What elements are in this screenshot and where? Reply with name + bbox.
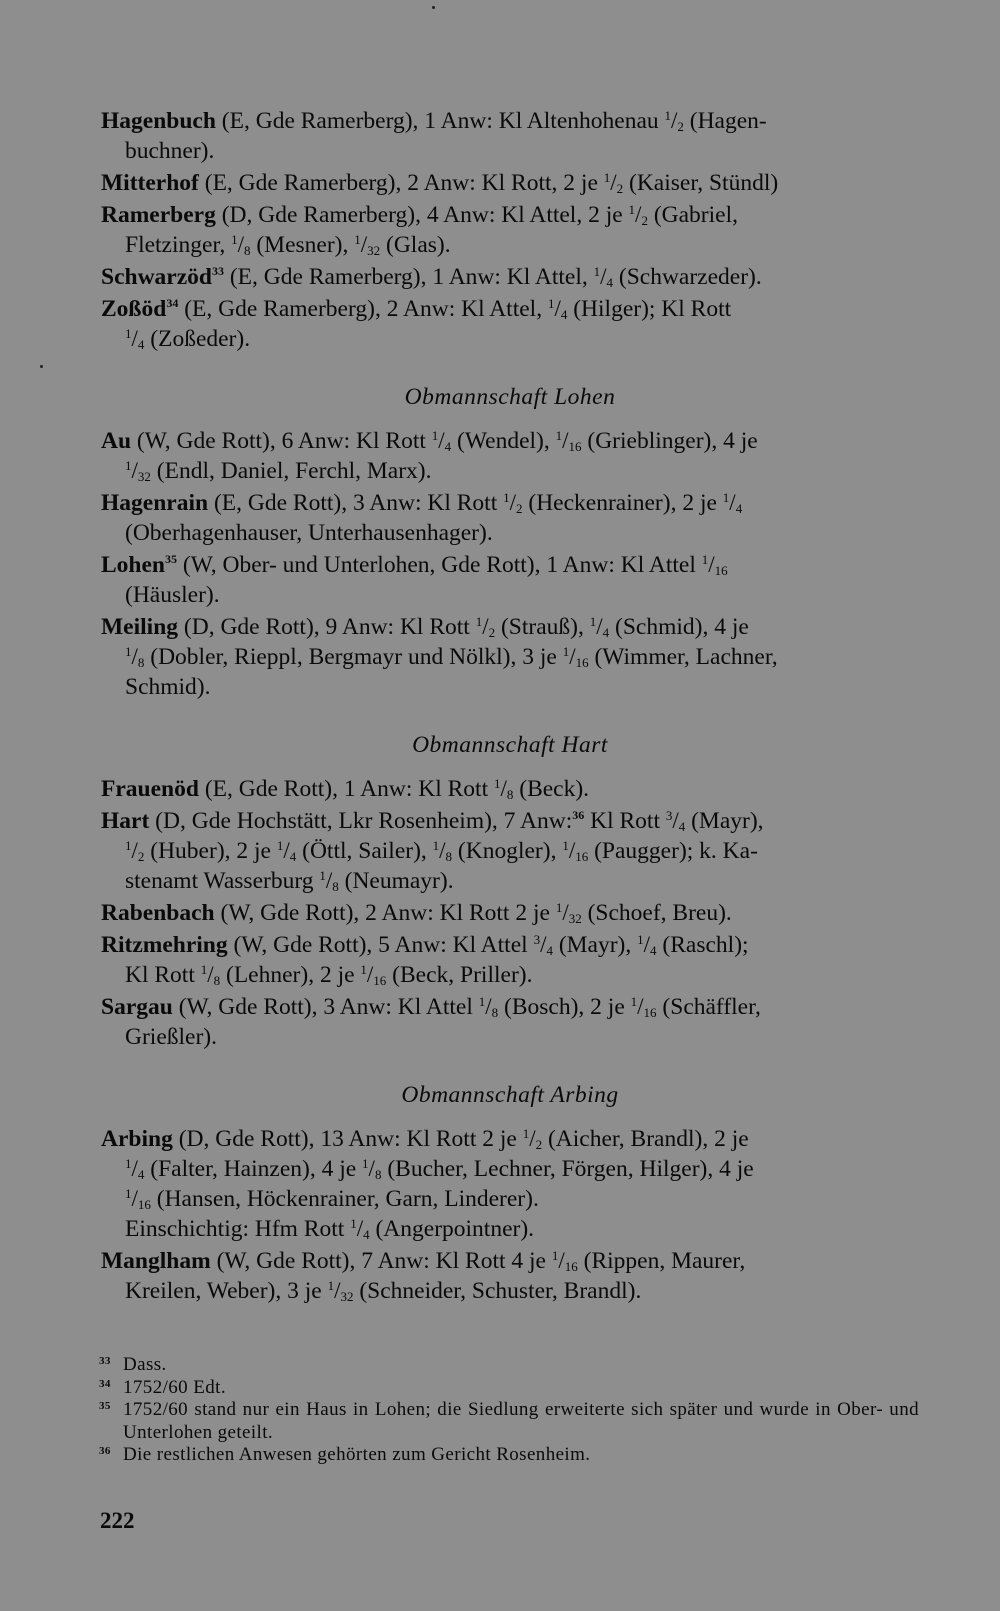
footnote-number: 35 <box>99 1400 111 1412</box>
scan-speck <box>432 6 435 9</box>
place-name: Hart <box>101 808 150 834</box>
fraction: $^1$/4 <box>125 326 145 352</box>
place-name: Au <box>101 428 132 454</box>
fraction: $^1$/4 <box>589 614 610 640</box>
fraction: $^1$/2 <box>628 202 648 228</box>
fraction: $^1$/4 <box>593 264 613 290</box>
footnote-number: 33 <box>99 1355 111 1367</box>
place-name: Hagenbuch <box>101 108 216 134</box>
fraction: $^1$/8 <box>319 868 339 894</box>
fraction: $^1$/4 <box>125 1156 145 1182</box>
place-name: Mitterhof <box>101 170 199 196</box>
list-item: Meiling (D, Gde Rott), 9 Anw: Kl Rott $^1$/2 (Strauß), $^1$/4 (Schmid), 4 je $^1$/8 (Dobler, Rieppl, Bergmayr und Nölkl), 3 je $^1$/16 (Wimmer, Lachner, Schmid). <box>101 614 778 700</box>
section-heading: Obmannschaft Lohen <box>404 384 616 410</box>
scan-speck <box>40 365 43 368</box>
fraction: $^1$/8 <box>200 962 221 988</box>
fraction: $^1$/16 <box>701 552 728 578</box>
place-name: Lohen <box>101 552 165 578</box>
place-name: Meiling <box>101 614 179 640</box>
fraction: $^1$/16 <box>630 994 657 1020</box>
fraction: $^1$/16 <box>555 428 582 454</box>
fraction: $^1$/4 <box>637 932 657 958</box>
fraction: $^1$/32 <box>125 458 151 484</box>
fraction: $^1$/2 <box>475 614 496 640</box>
footnote-ref: 35 <box>165 552 177 566</box>
place-name: Frauenöd <box>101 776 199 802</box>
place-name: Rabenbach <box>101 900 215 926</box>
fraction: $^1$/2 <box>125 838 145 864</box>
list-item: Au (W, Gde Rott), 6 Anw: Kl Rott $^1$/4 (Wendel), $^1$/16 (Grieblinger), 4 je $^1$/32 (Endl, Daniel, Ferchl, Marx). <box>101 428 758 484</box>
list-item: Sargau (W, Gde Rott), 3 Anw: Kl Attel $^1$/8 (Bosch), 2 je $^1$/16 (Schäffler, Grießler). <box>101 994 761 1050</box>
list-item: Manglham (W, Gde Rott), 7 Anw: Kl Rott 4 je $^1$/16 (Rippen, Maurer, Kreilen, Weber), 3 je $^1$/32 (Schneider, Schuster, Brandl). <box>101 1248 746 1304</box>
footnote-ref: 36 <box>572 808 585 822</box>
page-number: 222 <box>100 1508 135 1533</box>
fraction: $^1$/16 <box>125 1186 151 1212</box>
fraction: $^1$/4 <box>431 428 452 454</box>
place-name: Sargau <box>101 994 173 1020</box>
fraction: $^1$/8 <box>493 776 514 802</box>
place-name: Zoßöd <box>101 296 167 322</box>
list-item: Hart (D, Gde Hochstätt, Lkr Rosenheim), 7 Anw:$^{36}$ Kl Rott $^3$/4 (Mayr), $^1$/2 (Huber), 2 je $^1$/4 (Öttl, Sailer), $^1$/8 (Knogler), $^1$/16 (Paugger); k. Ka- stenamt Wasserburg $^1$/8 (Neumayr). <box>101 808 764 894</box>
fraction: $^1$/8 <box>125 644 145 670</box>
fraction: $^3$/4 <box>533 932 553 958</box>
fraction: $^1$/2 <box>503 490 523 516</box>
footnote: $^{34}$ 1752/60 Edt. <box>99 1376 226 1398</box>
place-name: Hagenrain <box>101 490 209 516</box>
fraction: $^1$/8 <box>432 838 453 864</box>
fraction: $^1$/8 <box>231 232 251 258</box>
footnotes <box>99 1354 919 1467</box>
fraction: $^1$/16 <box>551 1248 578 1274</box>
section-heading: Obmannschaft Hart <box>412 732 608 758</box>
section-heading: Obmannschaft Arbing <box>401 1082 619 1108</box>
place-name: Ritzmehring <box>101 932 228 958</box>
footnote: $^{35}$ 1752/60 stand nur ein Haus in Lohen; die Siedlung erweiterte sich später und wurde in Ober- und Unterlohen geteilt. <box>99 1399 919 1443</box>
fraction: $^1$/4 <box>547 296 568 322</box>
fraction: $^1$/16 <box>360 962 387 988</box>
fraction: $^1$/2 <box>522 1126 543 1152</box>
fraction: $^1$/32 <box>555 900 582 926</box>
fraction: $^1$/32 <box>327 1278 354 1304</box>
place-name: Ramerberg <box>101 202 216 228</box>
list-item: Ramerberg (D, Gde Ramerberg), 4 Anw: Kl Attel, 2 je $^1$/2 (Gabriel, Fletzinger, $^1$/8 (Mesner), $^1$/32 (Glas). <box>101 202 738 258</box>
list-item: Zoßöd$^{34}$ (E, Gde Ramerberg), 2 Anw: Kl Attel, $^1$/4 (Hilger); Kl Rott $^1$/4 (Zoßeder). <box>101 296 732 352</box>
fraction: $^1$/4 <box>722 490 743 516</box>
footnote: $^{36}$ Die restlichen Anwesen gehörten zum Gericht Rosenheim. <box>99 1444 591 1465</box>
footnote-number: 34 <box>99 1377 111 1390</box>
fraction: $^1$/4 <box>276 838 297 864</box>
fraction: $^1$/2 <box>603 170 624 196</box>
fraction: $^3$/4 <box>665 808 686 834</box>
list-item: Ritzmehring (W, Gde Rott), 5 Anw: Kl Attel $^3$/4 (Mayr), $^1$/4 (Raschl); Kl Rott $^1$/8 (Lehner), 2 je $^1$/16 (Beck, Priller). <box>101 932 749 988</box>
footnote-ref: 33 <box>211 264 224 278</box>
fraction: $^1$/32 <box>354 232 381 258</box>
fraction: $^1$/2 <box>664 108 684 134</box>
footnote: $^{33}$ Dass. <box>99 1354 167 1375</box>
list-item: Rabenbach (W, Gde Rott), 2 Anw: Kl Rott 2 je $^1$/32 (Schoef, Breu). <box>101 900 732 926</box>
fraction: $^1$/4 <box>350 1216 370 1242</box>
place-name: Schwarzöd <box>101 264 212 290</box>
footnote-number: 36 <box>99 1445 111 1457</box>
place-name: Arbing <box>101 1126 173 1152</box>
list-item: Arbing (D, Gde Rott), 13 Anw: Kl Rott 2 je $^1$/2 (Aicher, Brandl), 2 je $^1$/4 (Falter, Hainzen), 4 je $^1$/8 (Bucher, Lechner, Förgen, Hilger), 4 je $^1$/16 (Hansen, Höckenrainer, Garn, Linderer). Einschichtig: Hfm Rott $^1$/4 (Angerpointner). <box>101 1126 754 1242</box>
fraction: $^1$/16 <box>562 644 589 670</box>
list-item: Lohen$^{35}$ (W, Ober- und Unterlohen, Gde Rott), 1 Anw: Kl Attel $^1$/16 (Häusler). <box>101 552 728 608</box>
list-item: Schwarzöd$^{33}$ (E, Gde Ramerberg), 1 Anw: Kl Attel, $^1$/4 (Schwarzeder). <box>101 264 762 290</box>
main-text <box>101 106 919 1308</box>
list-item: Hagenbuch (E, Gde Ramerberg), 1 Anw: Kl Altenhohenau $^1$/2 (Hagen- buchner). <box>101 108 767 164</box>
place-name: Manglham <box>101 1248 211 1274</box>
fraction: $^1$/8 <box>478 994 499 1020</box>
footnote-ref: 34 <box>166 296 179 310</box>
list-item: Frauenöd (E, Gde Rott), 1 Anw: Kl Rott $^1$/8 (Beck). <box>101 776 590 802</box>
list-item: Hagenrain (E, Gde Rott), 3 Anw: Kl Rott $^1$/2 (Heckenrainer), 2 je $^1$/4 (Oberhagenhauser, Unterhausenhager). <box>101 490 743 546</box>
fraction: $^1$/8 <box>362 1156 382 1182</box>
list-item: Mitterhof (E, Gde Ramerberg), 2 Anw: Kl Rott, 2 je $^1$/2 (Kaiser, Stündl) <box>101 170 779 196</box>
fraction: $^1$/16 <box>562 838 589 864</box>
